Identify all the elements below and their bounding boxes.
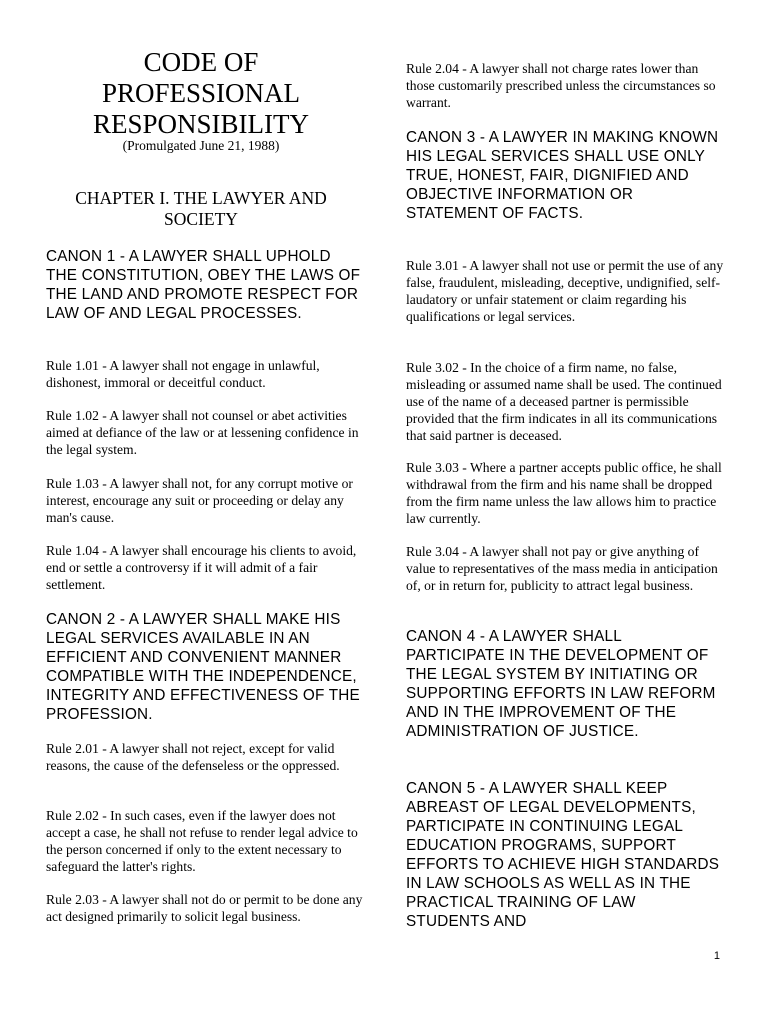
canon-4: CANON 4 - A LAWYER SHALL PARTICIPATE IN THE DEVELOPMENT OF THE LEGAL SYSTEM BY INITIATING OR SUPPORTING EFFORTS IN LAW REFORM AND IN THE IMPROVEMENT OF THE ADMINISTRATION OF JUSTICE. xyxy=(406,628,716,740)
canon-1: CANON 1 - A LAWYER SHALL UPHOLD THE CONSTITUTION, OBEY THE LAWS OF THE LAND AND PROMOTE RESPECT FOR LAW OF AND LEGAL PROCESSES. xyxy=(46,248,361,322)
rule-2-03: Rule 2.03 - A lawyer shall not do or permit to be done any act designed primarily to solicit legal business. xyxy=(46,892,363,924)
rule-3-01: Rule 3.01 - A lawyer shall not use or permit the use of any false, fraudulent, misleading, deceptive, undignified, self-laudatory or unfair statement or claim regarding his qualifications or legal services. xyxy=(406,258,724,324)
canon-2: CANON 2 - A LAWYER SHALL MAKE HIS LEGAL SERVICES AVAILABLE IN AN EFFICIENT AND CONVENIENT MANNER COMPATIBLE WITH THE INDEPENDENCE, INTEGRITY AND EFFECTIVENESS OF THE PROFESSION. xyxy=(46,611,360,723)
rule-1-02: Rule 1.02 - A lawyer shall not counsel or abet activities aimed at defiance of the law or at lessening confidence in the legal system. xyxy=(46,408,359,457)
rule-3-03: Rule 3.03 - Where a partner accepts public office, he shall withdrawal from the firm and his name shall be dropped from the firm name unless the law allows him to practice law currently. xyxy=(406,460,722,526)
rule-1-03: Rule 1.03 - A lawyer shall not, for any corrupt motive or interest, encourage any suit or proceeding or delay any man's cause. xyxy=(46,476,353,525)
rule-3-04: Rule 3.04 - A lawyer shall not pay or give anything of value to representatives of the mass media in anticipation of, or in return for, publicity to attract legal business. xyxy=(406,544,718,593)
chapter-heading: CHAPTER I. THE LAWYER AND SOCIETY xyxy=(75,188,327,229)
page-number: 1 xyxy=(713,950,720,962)
document-title: CODE OF PROFESSIONAL RESPONSIBILITY xyxy=(92,47,309,139)
rule-1-01: Rule 1.01 - A lawyer shall not engage in unlawful, dishonest, immoral or deceitful conduct. xyxy=(46,358,320,390)
rule-3-02: Rule 3.02 - In the choice of a firm name, no false, misleading or assumed name shall be used. The continued use of the name of a deceased partner is permissible provided that the firm indicates in all its communications that said partner is deceased. xyxy=(406,360,722,443)
canon-3: CANON 3 - A LAWYER IN MAKING KNOWN HIS LEGAL SERVICES SHALL USE ONLY TRUE, HONEST, FAIR, DIGNIFIED AND OBJECTIVE INFORMATION OR STATEMENT OF FACTS. xyxy=(406,129,719,222)
promulgation-date: (Promulgated June 21, 1988) xyxy=(122,138,280,153)
canon-5: CANON 5 - A LAWYER SHALL KEEP ABREAST OF LEGAL DEVELOPMENTS, PARTICIPATE IN CONTINUING LEGAL EDUCATION PROGRAMS, SUPPORT EFFORTS TO ACHIEVE HIGH STANDARDS IN LAW SCHOOLS AS WELL AS IN THE PRACTICAL TRAINING OF LAW STUDENTS AND xyxy=(406,780,720,930)
rule-1-04: Rule 1.04 - A lawyer shall encourage his clients to avoid, end or settle a controversy if it will admit of a fair settlement. xyxy=(46,543,357,592)
rule-2-01: Rule 2.01 - A lawyer shall not reject, except for valid reasons, the cause of the defenseless or the oppressed. xyxy=(46,741,340,773)
rule-2-04: Rule 2.04 - A lawyer shall not charge rates lower than those customarily prescribed unless the circumstances so warrant. xyxy=(406,61,716,110)
rule-2-02: Rule 2.02 - In such cases, even if the lawyer does not accept a case, he shall not refuse to render legal advice to the person concerned if only to the extent necessary to safeguard the latter's rights. xyxy=(46,808,358,874)
